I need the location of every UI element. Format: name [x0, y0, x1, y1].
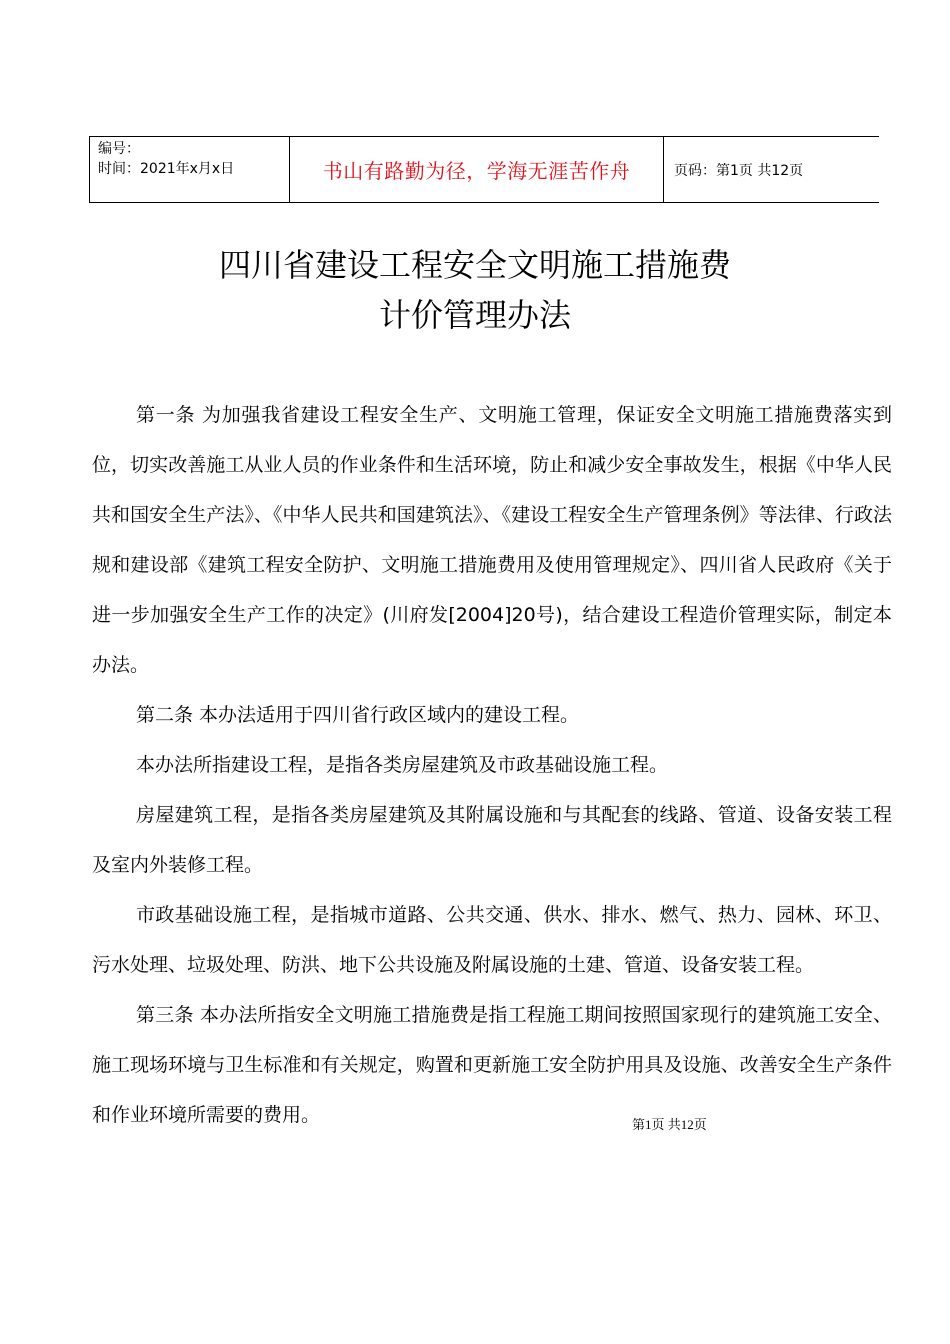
paragraph-construction-definition: 本办法所指建设工程，是指各类房屋建筑及市政基础设施工程。 [136, 754, 669, 776]
document-number-label: 编号： [98, 141, 140, 157]
paragraph-housing-definition: 房屋建筑工程，是指各类房屋建筑及其附属设施和与其配套的线路、管道、设备安装工程及室内外装修工程。 [92, 804, 892, 876]
paragraph-municipal-definition: 市政基础设施工程，是指城市道路、公共交通、供水、排水、燃气、热力、园林、环卫、污水处理、垃圾处理、防洪、地下公共设施及附属设施的土建、管道、设备安装工程。 [92, 904, 892, 976]
header-meta-cell [90, 137, 290, 202]
motto-text: 书山有路勤为径，学海无涯苦作舟 [322, 159, 631, 183]
document-time-label: 时间：2021年x月x日 [98, 161, 235, 177]
paragraph-article-2: 第二条 本办法适用于四川省行政区域内的建设工程。 [136, 704, 580, 726]
document-title-line1: 四川省建设工程安全文明施工措施费 [218, 246, 731, 284]
document-body [92, 390, 892, 1140]
header-page-label: 页码：第1页 共12页 [674, 162, 804, 179]
header-table [89, 136, 879, 203]
document-title-line2: 计价管理办法 [378, 296, 571, 334]
footer-page-number: 第1页 共12页 [632, 1117, 707, 1132]
header-page-cell [664, 137, 879, 202]
header-motto-cell [290, 137, 664, 202]
paragraph-article-3: 第三条 本办法所指安全文明施工措施费是指工程施工期间按照国家现行的建筑施工安全、施工现场环境与卫生标准和有关规定，购置和更新施工安全防护用具及设施、改善安全生产条件和作业环境所需要的费用。 [92, 1004, 892, 1126]
paragraph-article-1: 第一条 为加强我省建设工程安全生产、文明施工管理，保证安全文明施工措施费落实到位，切实改善施工从业人员的作业条件和生活环境，防止和减少安全事故发生，根据《中华人民共和国安全生产法》、《中华人民共和国建筑法》、《建设工程安全生产管理条例》等法律、行政法规和建设部《建筑工程安全防护、文明施工措施费用及使用管理规定》、四川省人民政府《关于进一步加强安全生产工作的决定》(川府发[2004]20号)，结合建设工程造价管理实际，制定本办法。 [92, 404, 892, 676]
